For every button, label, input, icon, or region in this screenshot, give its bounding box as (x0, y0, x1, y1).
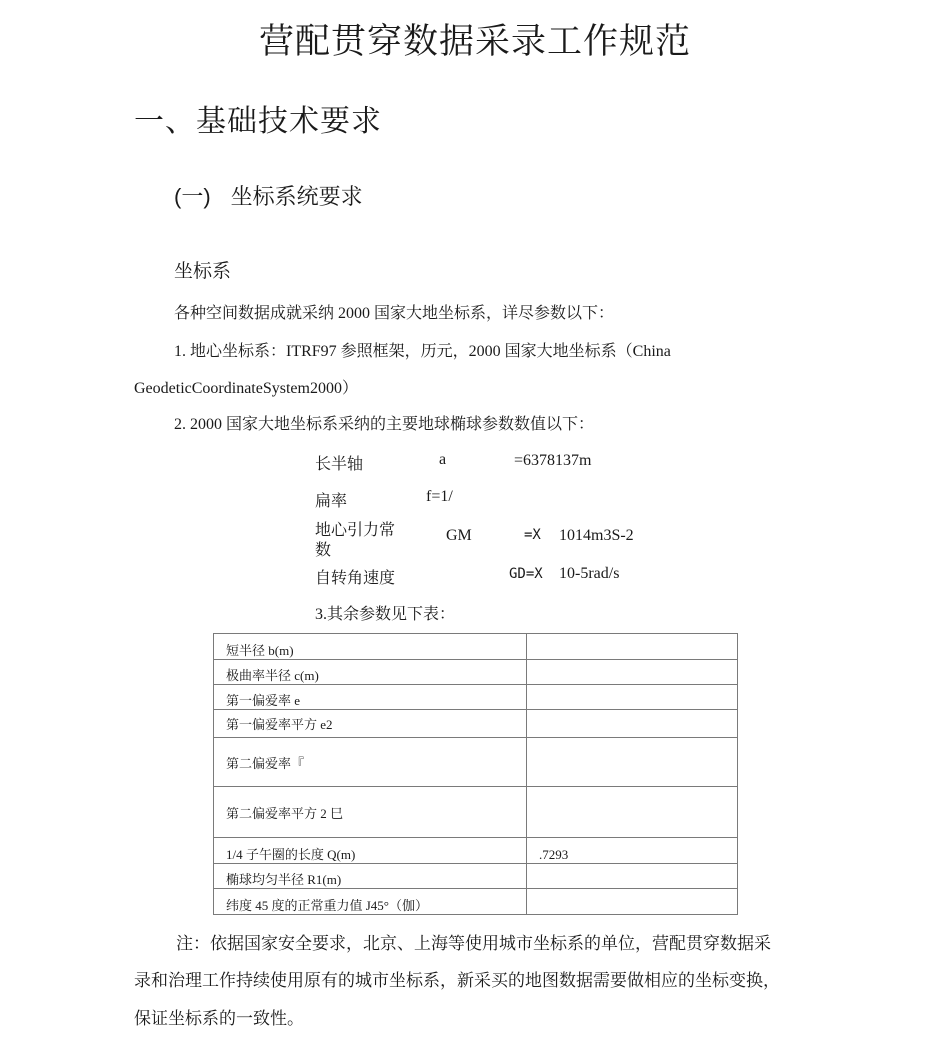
note-line-2: 录和治理工作持续使用原有的城市坐标系，新采买的地图数据需要做相应的坐标变换， (134, 971, 780, 990)
note-line-3: 保证坐标系的一致性。 (134, 1009, 304, 1028)
table-cell-label: 极曲率半径 c(m) (214, 660, 527, 685)
param-gm-label-line-2: 数 (315, 542, 332, 559)
heading-coordinate-system: 坐标系 (174, 261, 232, 282)
param-semi-major-value: =6378137m (514, 452, 592, 469)
intro-paragraph: 各种空间数据成就采纳 2000 国家大地坐标系，详尽参数以下： (174, 305, 615, 322)
table-cell-value (527, 787, 738, 838)
item-3: 3.其余参数见下表： (315, 606, 456, 623)
param-gm-symbol: GM (446, 527, 472, 544)
table-row (214, 710, 738, 738)
table-cell-value (527, 660, 738, 685)
document-title: 营配贯穿数据采录工作规范 (258, 22, 691, 61)
param-semi-major-symbol: a (439, 451, 447, 468)
table-row (214, 738, 738, 787)
subsection-text: 坐标系统要求 (230, 184, 363, 209)
table-cell-label: 第二偏爱率『 (214, 738, 527, 787)
param-flattening-label: 扁率 (315, 493, 348, 510)
param-gm-label-line-1: 地心引力常 (315, 522, 396, 539)
item-1-line-1: 1. 地心坐标系：ITRF97 参照框架，历元，2000 国家大地坐标系（China (174, 343, 671, 360)
param-gm-value: 1014m3S-2 (559, 527, 634, 544)
item-1-line-2: GeodeticCoordinateSystem2000） (134, 380, 358, 397)
item-2: 2. 2000 国家大地坐标系采纳的主要地球椭球参数数值以下： (174, 416, 595, 433)
table-cell-label: 1/4 子午圈的长度 Q(m) (214, 838, 527, 864)
table-cell-label: 第一偏爱率 e (214, 685, 527, 710)
note-line-1: 注：依据国家安全要求，北京、上海等使用城市坐标系的单位，营配贯穿数据采 (176, 934, 771, 953)
table-cell-value (527, 634, 738, 660)
param-semi-major-label: 长半轴 (315, 456, 364, 473)
table-cell-value: .7293 (527, 838, 738, 864)
table-row (214, 838, 738, 864)
table-row (214, 634, 738, 660)
subsection-number: (一) (174, 184, 211, 209)
table-cell-label: 第一偏爱率平方 e2 (214, 710, 527, 738)
subsection-heading-coordinate-system (174, 180, 363, 211)
table-row (214, 787, 738, 838)
table-cell-label: 椭球均匀半径 R1(m) (214, 864, 527, 889)
table-row (214, 864, 738, 889)
table-row (214, 685, 738, 710)
table-cell-value (527, 738, 738, 787)
param-gm-eq: =X (524, 527, 541, 543)
section-heading-basic-requirements: 一、基础技术要求 (134, 105, 382, 138)
table-cell-label: 纬度 45 度的正常重力值 J45°（伽） (214, 889, 527, 915)
param-omega-value: 10-5rad/s (559, 565, 620, 582)
param-omega-label: 自转角速度 (315, 570, 396, 587)
table-row (214, 889, 738, 915)
table-cell-value (527, 685, 738, 710)
table-row (214, 660, 738, 685)
table-cell-label: 短半径 b(m) (214, 634, 527, 660)
param-omega-eq: GD=X (509, 566, 543, 582)
table-cell-value (527, 710, 738, 738)
table-cell-label: 第二偏爱率平方 2 巳 (214, 787, 527, 838)
table-cell-value (527, 864, 738, 889)
table-cell-value (527, 889, 738, 915)
param-flattening-value: f=1/ (426, 488, 453, 505)
other-parameters-table (213, 633, 738, 915)
